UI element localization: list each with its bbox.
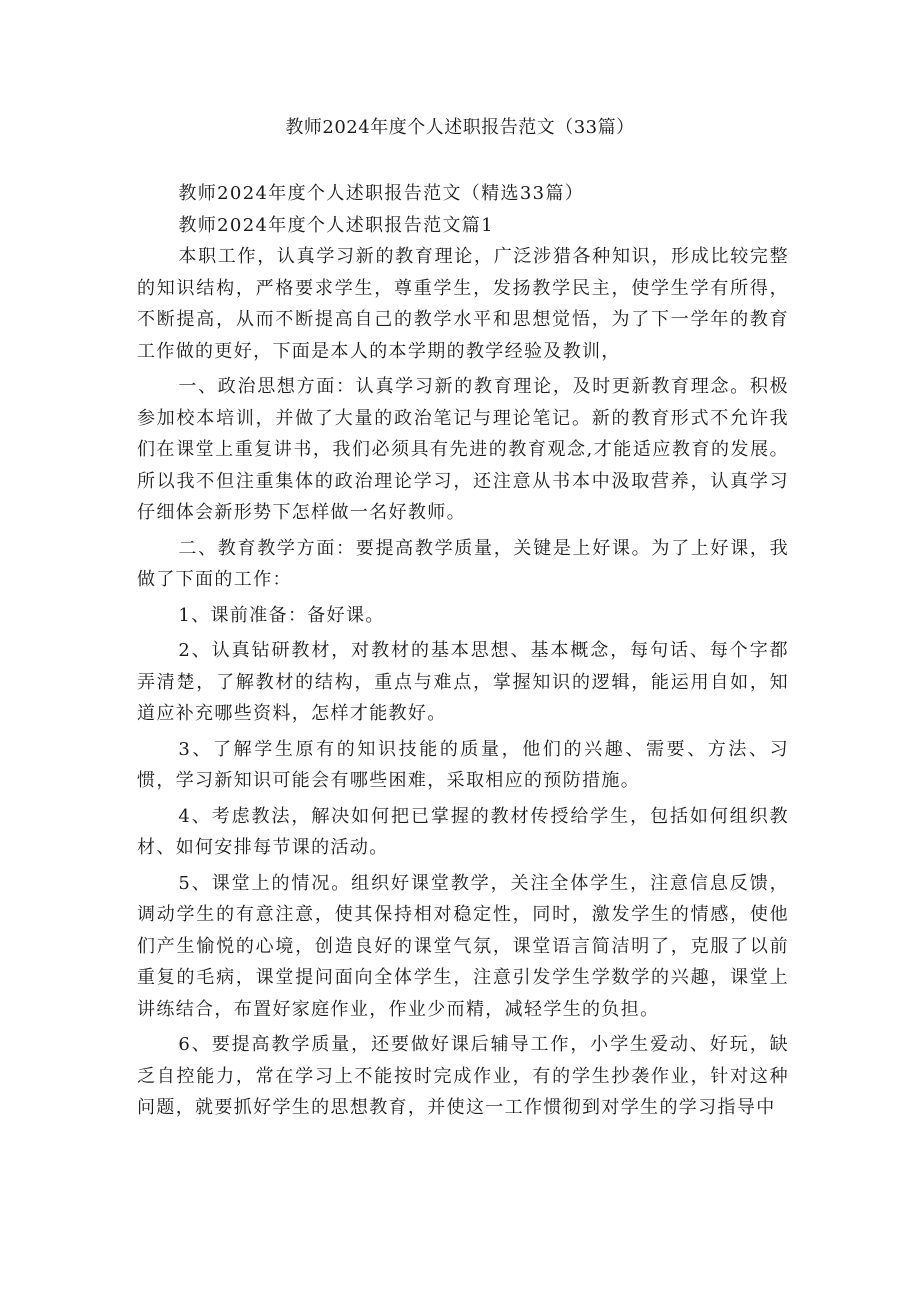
paragraph-item-1: 1、课前准备：备好课。 [178, 604, 385, 626]
paragraph-item-3: 3、了解学生原有的知识技能的质量，他们的兴趣、需要、方法、习惯，学习新知识可能会有哪些困难，采取相应的预防措施。 [137, 738, 789, 791]
paragraph-item-5: 5、课堂上的情况。组织好课堂教学，关注全体学生，注意信息反馈，调动学生的有意注意，使其保持相对稳定性，同时，激发学生的情感，使他们产生愉悦的心境，创造良好的课堂气氛，课堂语言简洁明了，克服了以前重复的毛病，课堂提问面向全体学生，注意引发学生学数学的兴趣，课堂上讲练结合，布置好家庭作业，作业少而精，减轻学生的负担。 [137, 872, 789, 1020]
document-subtitle: 教师2024年度个人述职报告范文（精选33篇） [178, 183, 585, 204]
section-heading: 教师2024年度个人述职报告范文篇1 [178, 214, 494, 236]
paragraph-political: 一、政治思想方面：认真学习新的教育理论，及时更新教育理念。积极参加校本培训，并做了大量的政治笔记与理论笔记。新的教育形式不允许我们在课堂上重复讲书，我们必须具有先进的教育观念,才能适应教育的发展。所以我不但注重集体的政治理论学习，还注意从书本中汲取营养，认真学习仔细体会新形势下怎样做一名好教师。 [137, 376, 789, 523]
paragraph-item-6: 6、要提高教学质量，还要做好课后辅导工作，小学生爱动、好玩，缺乏自控能力，常在学习上不能按时完成作业，有的学生抄袭作业，针对这种问题，就要抓好学生的思想教育，并使这一工作惯彻到对学生的学习指导中 [137, 1034, 789, 1118]
paragraph-item-2: 2、认真钻研教材，对教材的基本思想、基本概念，每句话、每个字都弄清楚，了解教材的结构，重点与难点，掌握知识的逻辑，能运用自如，知道应补充哪些资料，怎样才能教好。 [137, 640, 789, 724]
paragraph-item-4: 4、考虑教法，解决如何把已掌握的教材传授给学生，包括如何组织教材、如何安排每节课的活动。 [137, 805, 789, 858]
document-body [137, 178, 789, 1124]
paragraph-teaching: 二、教育教学方面：要提高教学质量，关键是上好课。为了上好课，我做了下面的工作： [137, 537, 789, 590]
document-title: 教师2024年度个人述职报告范文（33篇） [285, 117, 635, 138]
paragraph-intro: 本职工作，认真学习新的教育理论，广泛涉猎各种知识，形成比较完整的知识结构，严格要求学生，尊重学生，发扬教学民主，使学生学有所得，不断提高，从而不断提高自己的教学水平和思想觉悟，为了下一学年的教育工作做的更好，下面是本人的本学期的教学经验及教训， [137, 246, 789, 362]
